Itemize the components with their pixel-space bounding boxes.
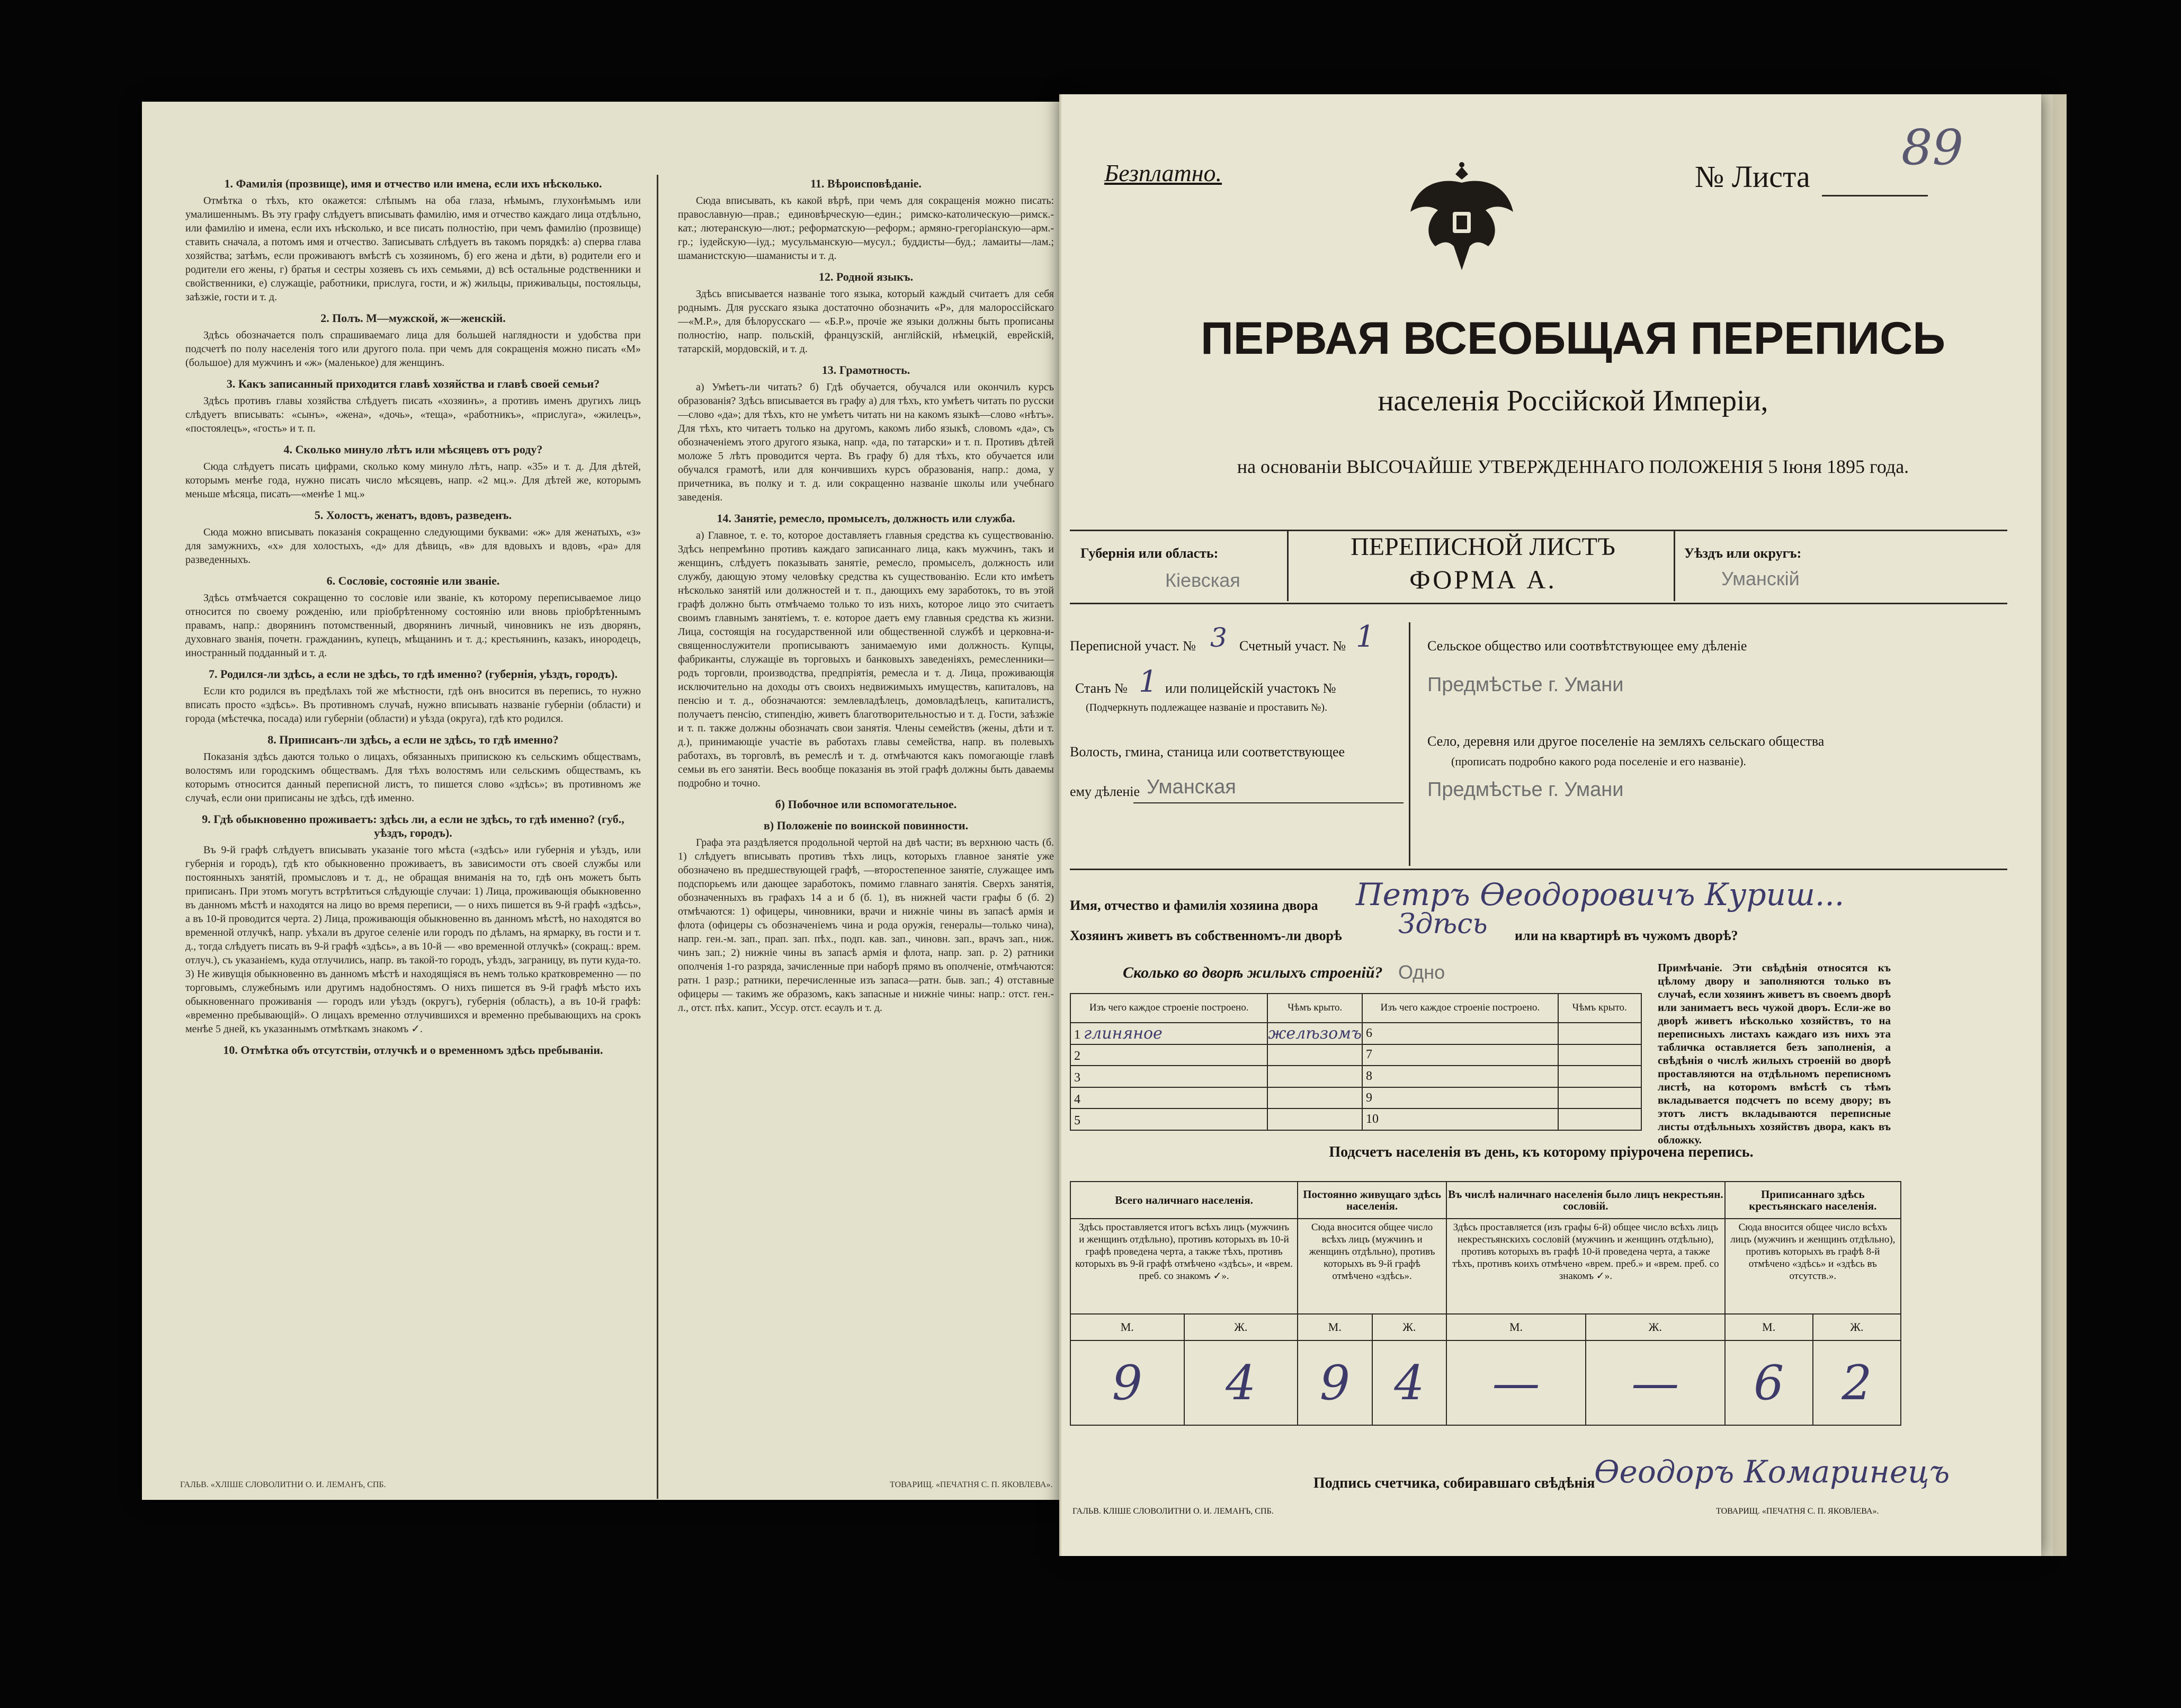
col-header-roof: Чѣмъ крыто. [1558, 994, 1641, 1023]
female-label: Ж. [1813, 1314, 1901, 1340]
instruction-heading: 13. Грамотность. [821, 363, 910, 377]
building-row [1070, 1108, 1641, 1130]
instruction-heading: 8. Приписанъ-ли здѣсь, а если не здѣсь, то гдѣ именно? [267, 733, 559, 746]
female-count: 4 [1184, 1340, 1298, 1425]
row-number: 7 [1362, 1044, 1558, 1066]
building-roof [1558, 1087, 1641, 1109]
police-label: или полицейскій участокъ № [1165, 681, 1336, 696]
gubernia-value: Кіевская [1165, 569, 1240, 591]
instruction-heading: 7. Родился-ли здѣсь, а если не здѣсь, то гдѣ именно? (губернія, уѣздъ, городъ). [209, 667, 618, 681]
lives-label: Хозяинъ живетъ въ собственномъ-ли дворѣ [1070, 928, 1342, 943]
building-row [1070, 1087, 1641, 1109]
free-label: Безплатно. [1104, 159, 1222, 186]
village-value: Предмѣстье г. Умани [1427, 779, 1624, 801]
instruction-heading: 12. Родной языкъ. [818, 270, 914, 283]
count-column-title: Въ числѣ наличнаго населенія было лицъ некрестьян. сословій. [1446, 1182, 1725, 1219]
basis-line: на основаніи ВЫСОЧАЙШЕ УТВЕРЖДЕННАГО ПОЛОЖЕНІЯ 5 Іюня 1895 года. [1237, 456, 1909, 477]
village-note: (прописать подробно какого рода поселеніе и его названіе). [1451, 755, 1746, 768]
owner-label: Имя, отчество и фамилія хозяина двора [1070, 898, 1318, 913]
count-column-description: Здѣсь проставляется итогъ всѣхъ лицъ (мужчинъ и женщинъ отдѣльно), противъ которыхъ въ 10-й графѣ проведена черта, а также тѣхъ, противъ которыхъ въ 9-й графѣ отмѣчено «здѣсь», и «врем. преб. со знакомъ ✓». [1070, 1219, 1298, 1314]
instructions-column-1 [185, 169, 641, 1462]
gubernia-label: Губернія или область: [1080, 546, 1219, 561]
count-column-description: Сюда вносится общее число всѣхъ лицъ (мужчинъ и женщинъ отдѣльно), противъ которыхъ въ графѣ 8-й отмѣчено «здѣсь» и «здѣсь въ отсутств.». [1725, 1219, 1901, 1314]
instruction-text: Если кто родился въ предѣлахъ той же мѣстности, гдѣ онъ вносится въ перепись, то нужно вписать просто «здѣсь». Въ противномъ случаѣ, нужно вписывать названіе губерніи (области) и города (мѣстечка, посада) или губерніи (области) и уѣзда (округа), гдѣ кто родился. [185, 685, 641, 725]
row-number: 3 [1074, 1070, 1080, 1085]
stan-value: 1 [1139, 665, 1158, 699]
census-area-value: 3 [1210, 622, 1227, 653]
census-area-label: Переписной участ. № [1070, 638, 1196, 654]
society-label: Сельское общество или соотвѣтствующее ему дѣленіе [1427, 638, 1747, 654]
uezd-value: Уманскій [1721, 568, 1800, 589]
building-roof [1558, 1108, 1641, 1130]
instruction-heading: 4. Сколько минуло лѣтъ или мѣсяцевъ отъ роду? [283, 443, 543, 456]
instruction-heading: 10. Отмѣтка объ отсутствіи, отлучкѣ и о временномъ здѣсь пребываніи. [223, 1043, 603, 1057]
male-label: М. [1725, 1314, 1813, 1340]
instruction-text: Здѣсь отмѣчается сокращенно то сословіе или званіе, къ которому переписываемое лицо относится по своему рожденію, или пріобрѣтенному состоянію или вновь пріобрѣтеннымъ правамъ, напр.: дворянинъ потомственный, дворянинъ личный, чиновникъ не изъ дворянъ, духовнаго званія, почетн. гражданинъ, купецъ, мѣщанинъ и т. д.; крестьянинъ, казакъ, инородецъ, иностранный подданный и т. д. [185, 592, 641, 659]
building-roof [1267, 1066, 1362, 1087]
instructions-column-2 [678, 169, 1054, 1462]
building-roof [1267, 1108, 1362, 1130]
male-count: 9 [1070, 1340, 1184, 1425]
location-divider [1409, 622, 1410, 866]
instruction-text: Отмѣтка о тѣхъ, кто окажется: слѣпымъ на оба глаза, нѣмымъ, глухонѣмымъ или умалишеннымъ. Въ эту графу слѣдуетъ вписывать фамилію, имя и отчество каждаго лица отдѣльно, или фамилію и имена, если ихъ нѣсколько, и все писать полностію, при чемъ фамилію (прозвище) ставить сначала, а потомъ имя и отчество. Записывать слѣдуетъ въ такомъ порядкѣ: а) сперва глава хозяйства; затѣмъ, если проживаютъ вмѣстѣ съ хозяиномъ, б) его жена и дѣти, в) родители его и родители его жены, г) братья и сестры хозяевъ съ ихъ семьями, д) всѣ остальные родственники и свойственники, е) служащіе, работники, прислуга, гости, и ж) жильцы, приживальцы, постояльцы, заѣзжіе, гости и т. д. [185, 195, 641, 303]
count-column-title: Приписаннаго здѣсь крестьянскаго населенія. [1725, 1182, 1901, 1219]
instruction-heading: б) Побочное или вспомогательное. [775, 798, 957, 811]
row-number: 1 [1074, 1027, 1080, 1042]
count-column-description: Здѣсь проставляется (изъ графы 6-й) общее число всѣхъ лицъ некрестьянскихъ сословій (мужчинъ и женщинъ отдѣльно), противъ которыхъ въ графѣ 10-й проведена черта, а также тѣхъ, противъ коихъ отмѣчено «врем. преб.» и «врем. преб. со знакомъ ✓». [1446, 1219, 1725, 1314]
instruction-text: а) Главное, т. е. то, которое доставляетъ главныя средства къ существованію. Здѣсь непремѣнно противъ каждаго записаннаго лица, какъ мужчинъ, такъ и женщинъ, слѣдуетъ показывать занятіе, ремесло, промыселъ, должность или службу, дающую этому человѣку средства къ существованію. Если кто имѣетъ нѣсколько занятій или должностей и т. п., дающихъ ему заработокъ, то въ этой графѣ должно быть отмѣчаемо только то изъ нихъ, которое лицо это считаетъ своимъ главнымъ занятіемъ, т. е. которое даетъ ему главныя средства къ жизни. Лица, состоящія на государственной или общественной службѣ и церковна-и-священнослужители прописываютъ занимаемую ими должность. Купцы, фабриканты, служащіе въ торговыхъ и банковыхъ заведеніяхъ, ремесленники—родъ торговли, производства, предпріятія, ремесла и т. д. Лица, проживающія исключительно на доходы отъ своихъ недвижимыхъ имуществъ, капиталовъ, на пенсію и т. д., обозначаются: землевладѣлецъ, домовладѣлецъ, капиталистъ, получаетъ пенсію, стипендію, живетъ благотворительностью и т. д. Гости, заѣзжіе и т. п. также должны обозначать свои занятія. Члены семействъ (жены, дѣти и т. д.), принимающіе участіе въ работахъ главы семейства, напр. въ полевыхъ работахъ, въ торговлѣ, въ ремеслѣ и т. д. отмѣчаются какъ помогающіе главѣ семьи въ его занятіи. Весь вообще показанія въ этой графѣ должны быть даваемы подробно и точно. [678, 530, 1054, 789]
instruction-heading: 11. Вѣроисповѣданіе. [810, 177, 922, 190]
instruction-text: Сюда слѣдуетъ писать цифрами, сколько кому минуло лѣтъ, напр. «35» и т. д. Для дѣтей, которымъ менѣе года, нужно писать число мѣсяцевъ, напр. «2 мц.». Для дѣтей же, которымъ меньше мѣсяца, писать—«менѣе 1 мц.» [185, 461, 641, 500]
female-label: Ж. [1184, 1314, 1298, 1340]
instruction-text: а) Умѣетъ-ли читать? б) Гдѣ обучается, обучался или окончилъ курсъ образованія? Здѣсь вписывается въ графу а) для тѣхъ, кто умѣетъ читать по русски—слово «да»; для тѣхъ, кто не умѣетъ читать ни на какомъ языкѣ—слово «нѣтъ». Для тѣхъ, кто читаетъ только на другомъ, какомъ либо языкѣ, словомъ «да», съ обозначеніемъ этого другого языка, напр. «да, по татарски» и т. п. Противъ дѣтей моложе 5 лѣтъ проводится черта. Въ графу б) для тѣхъ, кто обучается или обучался грамотѣ, или для кончившихъ курсъ образованія, напр.: дома, у причетника, въ полку и т. д. или сокращенно названіе школы или учебнаго заведенія. [678, 381, 1054, 503]
left-footer-printer: ГАЛЬВ. «ХЛІШЕ СЛОВОЛИТНИ О. И. ЛЕМАНЪ, СПБ. [180, 1480, 386, 1489]
row-number: 6 [1362, 1023, 1558, 1044]
page-edge [2053, 94, 2067, 1556]
left-footer-press: ТОВАРИЩ. «ПЕЧАТНЯ С. П. ЯКОВЛЕВА». [890, 1480, 1053, 1489]
lives-value: Здѣсь [1398, 908, 1488, 940]
rents-label: или на квартирѣ въ чужомъ дворѣ? [1515, 928, 1738, 943]
instruction-text: Въ 9-й графѣ слѣдуетъ вписывать указаніе того мѣста («здѣсь» или губернія и уѣздъ, или губернія и городъ), гдѣ кто обыкновенно проживаетъ, въ зависимости отъ своей службы или постоянныхъ занятій, промысловъ и т. д., не обращая вниманія на то, гдѣ онъ можетъ быть приписанъ. При этомъ могутъ встрѣтиться слѣдующіе случаи: 1) Лица, проживающія обыкновенно въ данномъ мѣстѣ и находятся на лицо во время переписи, — о нихъ пишется въ 9-й графѣ «здѣсь», а въ 10-й проводится черта. 2) Лица, проживающія обыкновенно въ данномъ мѣстѣ, но находятся во временной отлучкѣ, напр. уѣхали въ другое селеніе или городъ по дѣламъ, на ярмарку, въ гости и т. д., тогда слѣдуетъ писать въ 9-й графѣ «здѣсь», а въ 10-й — «во временной отлучкѣ» (сокращ.: врем. отлуч.), съ указаніемъ, куда отлучились, напр. въ такой-то городъ, уѣздъ, заграницу, въ пути куда-то. 3) Не живущія обыкновенно въ данномъ мѣстѣ и находящіяся въ немъ только кратковременно — по торговымъ, служебнымъ или другимъ надобностямъ. О нихъ пишется въ 9-й графѣ мѣсто ихъ обыкновеннаго проживанія — городъ или уѣздъ (округъ), губернія (область), а въ 10-й графѣ: «временно пребывающій». О лицахъ временно отлучившихся и временно пребывающихъ на срокъ менѣе 5 дней, къ указаннымъ отмѣткамъ знакомъ ✓. [185, 844, 641, 1035]
instruction-heading: 6. Сословіе, состояніе или званіе. [326, 574, 500, 587]
buildings-value: Одно [1398, 961, 1445, 983]
row-number: 4 [1074, 1092, 1080, 1106]
volost-label: Волость, гмина, станица или соответствующее [1070, 744, 1345, 759]
right-footer-printer: ГАЛЬВ. КЛІШЕ СЛОВОЛИТНИ О. И. ЛЕМАНЪ, СПБ. [1072, 1507, 1274, 1516]
sheet-number-label: № Листа [1695, 159, 1810, 194]
building-roof [1558, 1066, 1641, 1087]
volost-label-2: ему дѣленіе [1070, 784, 1140, 799]
instruction-heading: 9. Гдѣ обыкновенно проживаетъ: здѣсь ли, а если не здѣсь, то гдѣ именно? (губ., уѣздъ, городъ). [202, 812, 624, 839]
form-subtitle: населенія Россійской Имперіи, [1378, 384, 1768, 417]
instruction-heading: 14. Занятіе, ремесло, промыселъ, должность или служба. [717, 512, 1015, 525]
male-count: — [1446, 1340, 1586, 1425]
count-area-value: 1 [1356, 620, 1375, 654]
table-note: Примѣчаніе. Эти свѣдѣнія относятся къ цѣлому двору и заполняются только въ случаѣ, если хозяинъ живетъ въ своемъ дворѣ или занимаетъ весь чужой дворъ. Если-же во дворѣ живетъ нѣсколько хозяйствъ, то на переписныхъ листахъ каждаго изъ нихъ эта табличка оставляется безъ заполненія, а свѣдѣнія о числѣ жилыхъ строеній во дворѣ проставляются на отдѣльномъ переписномъ листѣ, на которомъ вмѣстѣ съ тѣмъ вкладывается подсчетъ по всему двору; въ этотъ листъ вкладываются переписные листы отдѣльныхъ хозяйствъ двора, какъ въ обложку. [1658, 961, 1891, 1146]
count-column-description: Сюда вносится общее число всѣхъ лицъ (мужчинъ и женщинъ отдѣльно), противъ которыхъ въ 9-й графѣ отмѣчено «здѣсь». [1298, 1219, 1446, 1314]
col-header-roof: Чѣмъ крыто. [1267, 994, 1362, 1023]
buildings-question: Сколько во дворѣ жилыхъ строеній? [1123, 964, 1383, 981]
header-divider [1287, 530, 1289, 601]
owner-top-rule [1070, 869, 2007, 870]
sheet-number-value: 89 [1901, 119, 1964, 176]
male-label: М. [1070, 1314, 1184, 1340]
sheet-number-underline [1822, 195, 1928, 196]
building-material: глиняное [1084, 1024, 1163, 1043]
row-number: 2 [1074, 1049, 1080, 1063]
uezd-label: Уѣздъ или округъ: [1684, 546, 1802, 561]
signature-value: Өеодоръ Комаринецъ [1594, 1454, 1950, 1490]
count-column-title: Всего наличнаго населенія. [1070, 1182, 1298, 1219]
building-row [1070, 1044, 1641, 1066]
instruction-heading: 5. Холостъ, женатъ, вдовъ, разведенъ. [314, 508, 512, 522]
female-count: 2 [1813, 1340, 1901, 1425]
male-count: 6 [1725, 1340, 1813, 1425]
instruction-heading: в) Положеніе по воинской повинности. [763, 819, 969, 832]
buildings-table [1070, 993, 1642, 1131]
male-label: М. [1446, 1314, 1586, 1340]
col-header-material: Изъ чего каждое строеніе построено. [1070, 994, 1267, 1023]
form-title: ПЕРВАЯ ВСЕОБЩАЯ ПЕРЕПИСЬ [1200, 313, 1946, 364]
village-label: Село, деревня или другое поселеніе на земляхъ сельскаго общества [1427, 734, 1825, 749]
population-count-table [1070, 1181, 1901, 1426]
building-roof: желѣзомъ [1267, 1023, 1362, 1044]
building-row [1070, 1066, 1641, 1087]
header-divider [1674, 530, 1675, 601]
instruction-heading: 2. Полъ. М—мужской, ж—женскій. [320, 311, 506, 325]
female-label: Ж. [1372, 1314, 1447, 1340]
row-number: 9 [1362, 1087, 1558, 1109]
building-roof [1267, 1044, 1362, 1066]
building-row [1070, 1023, 1641, 1044]
instruction-text: Сюда можно вписывать показанія сокращенно следующими буквами: «ж» для женатыхъ, «з» для замужнихъ, «х» для холостыхъ, «д» для дѣвицъ, «в» для вдовыхъ и вдовъ, «ра» для разведенныхъ. [185, 526, 641, 566]
building-roof [1267, 1087, 1362, 1109]
instruction-text: Графа эта раздѣляется продольной чертой на двѣ части; въ верхнюю часть (б. 1) слѣдуетъ вписывать противъ тѣхъ лицъ, которыхъ главное занятіе уже обозначено въ предшествующей графѣ, —второстепенное занятіе, служащее имъ подспорьемъ или дающее заработокъ, помимо главнаго занятія. Сверхъ занятія, обозначенныхъ въ графахъ 14 а и б (б. 1), въ нижней части графы б (б. 2) отмѣчаются: 1) офицеры, чиновники, врачи и нижніе чины въ запасѣ армія и флота (офицеры съ обозначеніемъ чина и рода оружія, генералы—только чина), напр. ген.-м. зап., прап. зап. пѣх., подп. кав. зап., чиновн. зап., врачъ зап., ниж. чинъ зап.; 2) нижніе чины въ запасѣ армія и флота, напр. зап. р. 2) ратники ополченія 1-го разряда, зачисленные при наборѣ прямо въ ополченіе, отмѣчаются: ратн. 1 разр.; ратники, перечисленные изъ запаса—ратн. быв. зап.; 4) отставные офицеры — такимъ же образомъ, какъ запасные и нижніе чины: напр.: отст. ген.-л., отст. пѣх. капит., Уссур. отст. есаулъ и т. д. [678, 837, 1054, 1014]
society-value: Предмѣстье г. Умани [1427, 674, 1624, 696]
male-count: 9 [1298, 1340, 1372, 1425]
female-count: 4 [1372, 1340, 1447, 1425]
owner-value: Петръ Өеодоровичъ Куриш... [1356, 877, 1845, 913]
row-number: 8 [1362, 1066, 1558, 1087]
instruction-heading: 3. Какъ записанный приходится главѣ хозяйства и главѣ своей семьи? [226, 377, 600, 390]
count-column-title: Постоянно живущаго здѣсь населенія. [1298, 1182, 1446, 1219]
instruction-text: Здѣсь вписывается названіе того языка, который каждый считаетъ для себя роднымъ. Для русскаго языка достаточно обозначить «Р», для малороссійскаго—«М.Р.», для бѣлорусскаго — «Б.Р.», прочіе же языки должны быть прописаны полностію, напр. польскій, французскій, англійскій, нѣмецкій, еврейскій, татарскій, мордовскій, и т. д. [678, 288, 1054, 355]
row-number: 10 [1362, 1108, 1558, 1130]
stan-label: Станъ № [1075, 681, 1128, 696]
form-sheet-title: ПЕРЕПИСНОЙ ЛИСТЪ [1351, 533, 1615, 561]
instruction-heading: 1. Фамилія (прозвище), имя и отчество или имена, если ихъ нѣсколько. [224, 177, 602, 190]
count-area-label: Счетный участ. № [1239, 638, 1346, 654]
right-footer-press: ТОВАРИЩ. «ПЕЧАТНЯ С. П. ЯКОВЛЕВА». [1716, 1507, 1879, 1516]
female-label: Ж. [1586, 1314, 1725, 1340]
underline-note: (Подчеркнуть подлежащее названіе и проставить №). [1086, 702, 1327, 713]
column-divider [657, 175, 658, 1499]
instruction-text: Здѣсь обозначается полъ спрашиваемаго лица для большей наглядности и удобства при подсчетѣ по полу населенія того или другого пола. при чемъ для сокращенія можно писать «М» (большое) для мужчинъ и «ж» (маленькое) для женщинъ. [185, 329, 641, 369]
imperial-eagle-emblem [1406, 162, 1517, 275]
building-roof [1558, 1044, 1641, 1066]
count-title: Подсчетъ населенія въ день, къ которому пріурочена перепись. [1329, 1144, 1754, 1160]
row-number: 5 [1074, 1114, 1080, 1128]
col-header-material: Изъ чего каждое строеніе построено. [1362, 994, 1558, 1023]
male-label: М. [1298, 1314, 1372, 1340]
volost-underline [1133, 802, 1404, 803]
instruction-text: Сюда вписывать, къ какой вѣрѣ, при чемъ для сокращенія можно писать: православную—прав.; единовѣрческую—един.; римско-католическую—римск.-кат.; лютеранскую—лют.; реформатскую—реформ.; армяно-грегоріанскую—арм.-гр.; іудейскую—іуд.; мусульманскую—мусул.; буддисты—буд.; ламаиты—лам.; шаманистскую—шаманисты и т. д. [678, 195, 1054, 262]
signature-label: Подпись счетчика, собиравшаго свѣдѣнія [1313, 1475, 1595, 1491]
volost-value: Уманская [1147, 776, 1236, 798]
building-roof [1558, 1023, 1641, 1044]
female-count: — [1586, 1340, 1725, 1425]
instruction-text: Здѣсь противъ главы хозяйства слѣдуетъ писать «хозяинъ», а противъ именъ другихъ лицъ слѣдуетъ вписывать: «сынъ», «жена», «дочь», «теща», «работникъ», «прислуга», «жилецъ», «постоялецъ», «гость» и т. п. [185, 395, 641, 434]
instruction-text: Показанія здѣсь даются только о лицахъ, обязанныхъ припискою къ сельскимъ обществамъ, волостямъ или городскимъ обществамъ. Для тѣхъ волостямъ или сельскимъ обществамъ, къ которымъ относится данный переписной листъ, то пишется слово «здѣсь»; въ противномъ же случаѣ, если они приписаны не здѣсь, гдѣ именно. [185, 751, 641, 804]
form-letter: ФОРМА А. [1409, 565, 1557, 594]
